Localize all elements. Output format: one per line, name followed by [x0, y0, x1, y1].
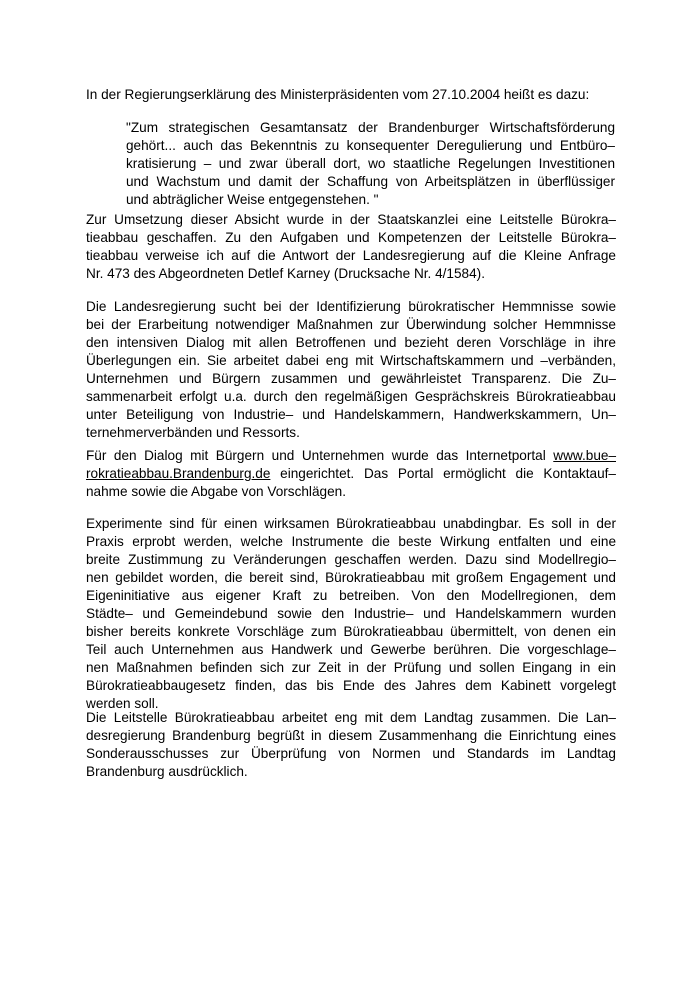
paragraph-line: werden soll.	[86, 696, 159, 711]
paragraph-line: Städte– und Gemeindebund sowie den Industrie– und Handelskammern wurden	[86, 606, 616, 621]
paragraph-line: Brandenburg ausdrücklich.	[86, 764, 248, 779]
paragraph-line	[86, 465, 616, 483]
paragraph-line: Eigeninitiative aus eigener Kraft zu betreiben. Von den Modellregionen, dem	[86, 588, 616, 603]
paragraph-line: tieabbau geschaffen. Zu den Aufgaben und Kompetenzen der Leitstelle Bürokra–	[86, 230, 616, 245]
paragraph-line: sammenarbeit erfolgt u.a. durch den regelmäßigen Gesprächskreis Bürokratieabbau	[86, 389, 616, 404]
portal-link-part2[interactable]: rokratieabbau.Brandenburg.de	[86, 466, 271, 481]
paragraph-line: nahme sowie die Abgabe von Vorschlägen.	[86, 484, 346, 499]
paragraph-line: Experimente sind für einen wirksamen Bürokratieabbau unabdingbar. Es soll in der	[86, 516, 616, 531]
paragraph-leitstelle	[86, 211, 616, 283]
paragraph-line: Nr. 473 des Abgeordneten Detlef Karney (Drucksache Nr. 4/1584).	[86, 266, 485, 281]
paragraph-line: desregierung Brandenburg begrüßt in diesem Zusammenhang die Einrichtung eines	[86, 728, 616, 743]
paragraph-line: bisher bereits konkrete Vorschläge zum Bürokratieabbau übermittelt, von denen ein	[86, 624, 616, 639]
paragraph-experimente	[86, 515, 616, 713]
paragraph-line: Überlegungen ein. Sie arbeitet dabei eng mit Wirtschaftskammern und –verbänden,	[86, 353, 616, 368]
intro-paragraph	[86, 86, 616, 104]
quote-line: und abträglicher Weise entgegenstehen. "	[126, 192, 379, 207]
paragraph-line: unter Beteiligung von Industrie– und Handelskammern, Handwerkskammern, Un–	[86, 407, 616, 422]
intro-line: In der Regierungserklärung des Ministerpräsidenten vom 27.10.2004 heißt es dazu:	[86, 87, 590, 102]
paragraph-line: Die Landesregierung sucht bei der Identifizierung bürokratischer Hemmnisse sowie	[86, 299, 616, 314]
paragraph-text: Für den Dialog mit Bürgern und Unternehmen wurde das Internetportal	[86, 448, 546, 463]
paragraph-line: Die Leitstelle Bürokratieabbau arbeitet eng mit dem Landtag zusammen. Die Lan–	[86, 710, 616, 725]
quote-line: gehört... auch das Bekenntnis zu konsequenter Deregulierung und Entbüro–	[126, 138, 615, 153]
paragraph-internetportal	[86, 447, 616, 501]
paragraph-line: Zur Umsetzung dieser Absicht wurde in der Staatskanzlei eine Leitstelle Bürokra–	[86, 212, 616, 227]
paragraph-line	[86, 447, 616, 465]
quote-line: kratisierung – und zwar überall dort, wo staatliche Regelungen Investitionen	[126, 156, 615, 171]
paragraph-line: breite Zustimmung zu Veränderungen geschaffen werden. Dazu sind Modellregio–	[86, 552, 616, 567]
paragraph-line: ternehmerverbänden und Ressorts.	[86, 425, 300, 440]
paragraph-text: eingerichtet. Das Portal ermöglicht die Kontaktauf–	[270, 466, 616, 481]
paragraph-line: Praxis erprobt werden, welche Instrumente die beste Wirkung entfalten und eine	[86, 534, 616, 549]
paragraph-line: Teil auch Unternehmen aus Handwerk und Gewerbe berühren. Die vorgeschlage–	[86, 642, 616, 657]
paragraph-line: Unternehmen und Bürgern zusammen und gewährleistet Transparenz. Die Zu–	[86, 371, 616, 386]
quote-line: "Zum strategischen Gesamtansatz der Brandenburger Wirtschaftsförderung	[126, 120, 615, 135]
paragraph-line: nen gebildet worden, die bereit sind, Bürokratieabbau mit großem Engagement und	[86, 570, 616, 585]
paragraph-dialog	[86, 298, 616, 442]
paragraph-line: tieabbau verweise ich auf die Antwort der Landesregierung auf die Kleine Anfrage	[86, 248, 616, 263]
paragraph-line: Bürokratieabbaugesetz finden, das bis Ende des Jahres dem Kabinett vorgelegt	[86, 678, 616, 693]
portal-link-part1[interactable]: www.bue–	[553, 448, 616, 463]
paragraph-line: Sonderausschusses zur Überprüfung von Normen und Standards im Landtag	[86, 746, 616, 761]
paragraph-line: bei der Erarbeitung notwendiger Maßnahmen zur Überwindung solcher Hemmnisse	[86, 317, 616, 332]
paragraph-line: nen Maßnahmen befinden sich zur Zeit in der Prüfung und sollen Eingang in ein	[86, 660, 616, 675]
quote-block	[126, 119, 615, 209]
paragraph-landtag	[86, 709, 616, 781]
quote-line: und Wachstum und damit der Schaffung von Arbeitsplätzen in überflüssiger	[126, 174, 615, 189]
paragraph-line: den intensiven Dialog mit allen Betroffenen und bezieht deren Vorschläge in ihre	[86, 335, 616, 350]
